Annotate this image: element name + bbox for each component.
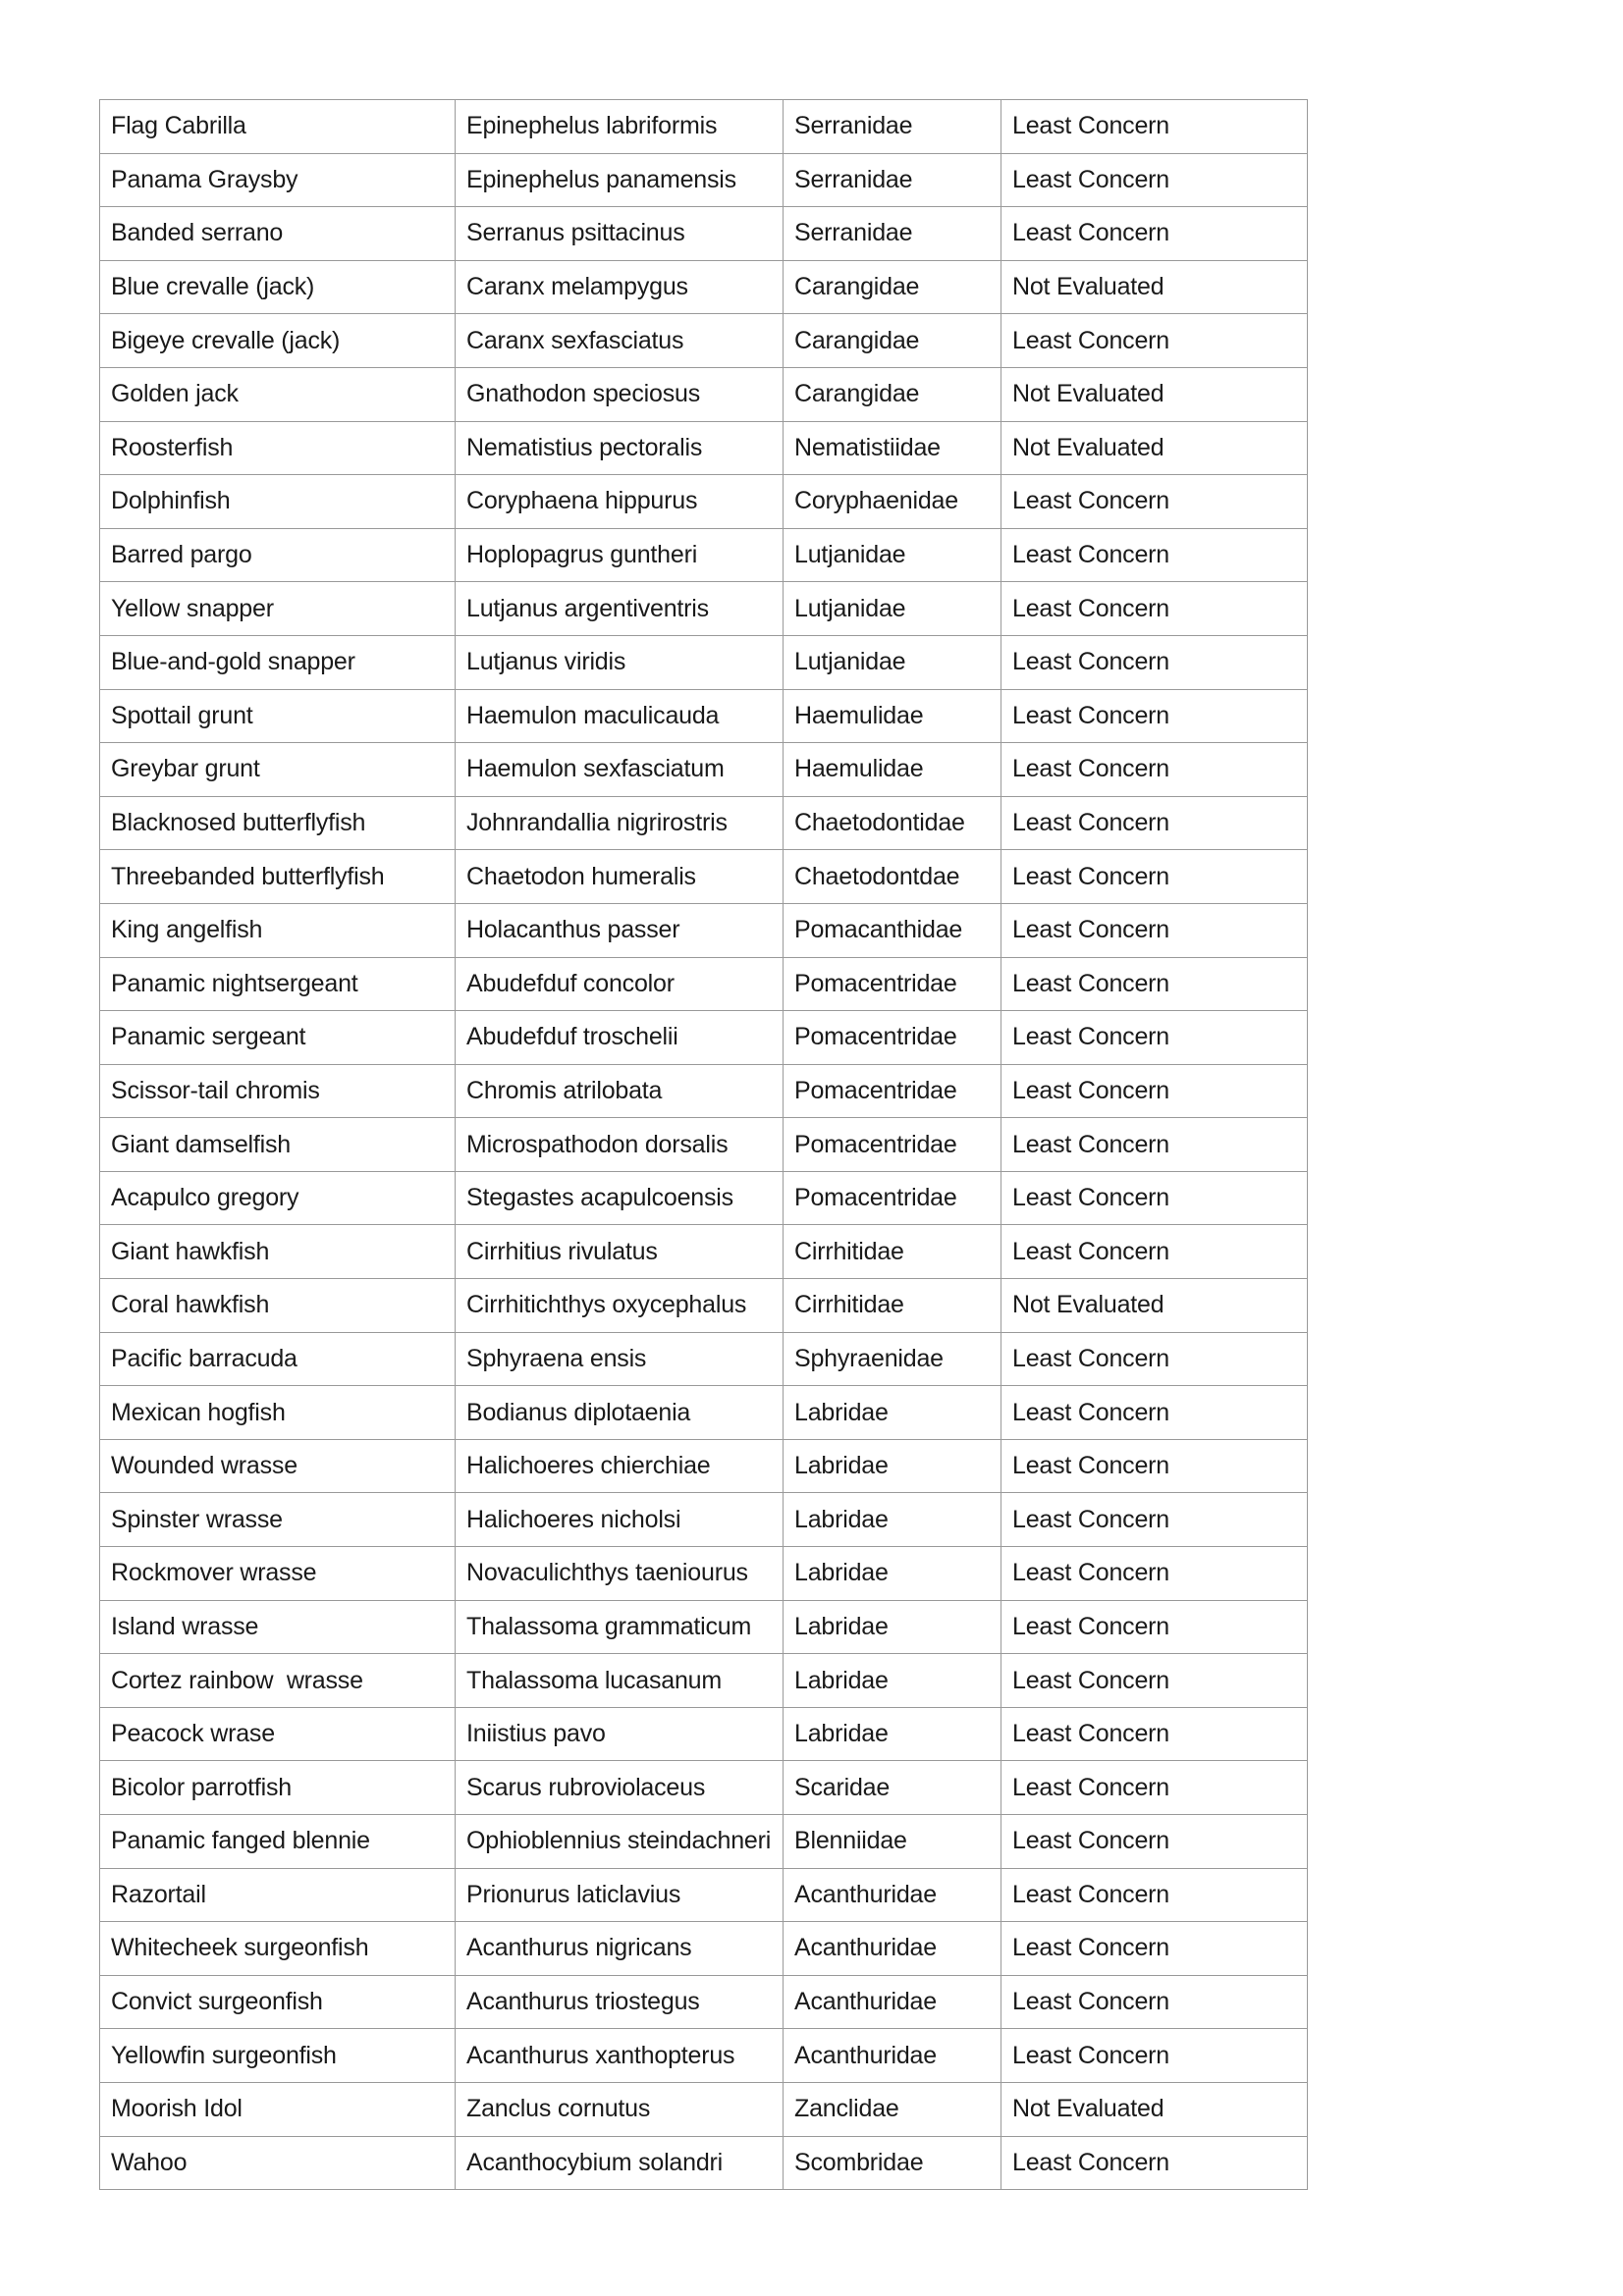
conservation-status-cell: Least Concern bbox=[1001, 1011, 1308, 1065]
scientific-name-cell: Iniistius pavo bbox=[456, 1707, 784, 1761]
common-name-cell: Coral hawkfish bbox=[100, 1279, 456, 1333]
conservation-status-cell: Least Concern bbox=[1001, 1332, 1308, 1386]
family-cell: Cirrhitidae bbox=[784, 1225, 1001, 1279]
conservation-status-cell: Least Concern bbox=[1001, 1654, 1308, 1708]
scientific-name-cell: Novaculichthys taeniourus bbox=[456, 1547, 784, 1601]
family-cell: Blenniidae bbox=[784, 1815, 1001, 1869]
scientific-name-cell: Acanthurus nigricans bbox=[456, 1922, 784, 1976]
scientific-name-cell: Caranx melampygus bbox=[456, 260, 784, 314]
family-cell: Acanthuridae bbox=[784, 1922, 1001, 1976]
common-name-cell: Panama Graysby bbox=[100, 153, 456, 207]
family-cell: Lutjanidae bbox=[784, 528, 1001, 582]
common-name-cell: Pacific barracuda bbox=[100, 1332, 456, 1386]
common-name-cell: Blue crevalle (jack) bbox=[100, 260, 456, 314]
scientific-name-cell: Acanthocybium solandri bbox=[456, 2136, 784, 2190]
table-row bbox=[100, 260, 1308, 314]
conservation-status-cell: Least Concern bbox=[1001, 1922, 1308, 1976]
scientific-name-cell: Lutjanus argentiventris bbox=[456, 582, 784, 636]
conservation-status-cell: Least Concern bbox=[1001, 1439, 1308, 1493]
common-name-cell: King angelfish bbox=[100, 903, 456, 957]
table-row bbox=[100, 1600, 1308, 1654]
conservation-status-cell: Least Concern bbox=[1001, 1171, 1308, 1225]
conservation-status-cell: Least Concern bbox=[1001, 957, 1308, 1011]
conservation-status-cell: Least Concern bbox=[1001, 528, 1308, 582]
common-name-cell: Threebanded butterflyfish bbox=[100, 850, 456, 904]
family-cell: Serranidae bbox=[784, 207, 1001, 261]
scientific-name-cell: Chromis atrilobata bbox=[456, 1064, 784, 1118]
conservation-status-cell: Not Evaluated bbox=[1001, 1279, 1308, 1333]
common-name-cell: Bicolor parrotfish bbox=[100, 1761, 456, 1815]
common-name-cell: Panamic fanged blennie bbox=[100, 1815, 456, 1869]
family-cell: Labridae bbox=[784, 1386, 1001, 1440]
common-name-cell: Roosterfish bbox=[100, 421, 456, 475]
table-row bbox=[100, 100, 1308, 154]
table-row bbox=[100, 2082, 1308, 2136]
family-cell: Labridae bbox=[784, 1439, 1001, 1493]
conservation-status-cell: Least Concern bbox=[1001, 207, 1308, 261]
conservation-status-cell: Least Concern bbox=[1001, 743, 1308, 797]
scientific-name-cell: Caranx sexfasciatus bbox=[456, 314, 784, 368]
scientific-name-cell: Acanthurus xanthopterus bbox=[456, 2029, 784, 2083]
conservation-status-cell: Not Evaluated bbox=[1001, 2082, 1308, 2136]
common-name-cell: Flag Cabrilla bbox=[100, 100, 456, 154]
family-cell: Lutjanidae bbox=[784, 635, 1001, 689]
conservation-status-cell: Least Concern bbox=[1001, 903, 1308, 957]
common-name-cell: Whitecheek surgeonfish bbox=[100, 1922, 456, 1976]
scientific-name-cell: Hoplopagrus guntheri bbox=[456, 528, 784, 582]
table-row bbox=[100, 1493, 1308, 1547]
common-name-cell: Peacock wrase bbox=[100, 1707, 456, 1761]
family-cell: Carangidae bbox=[784, 367, 1001, 421]
family-cell: Acanthuridae bbox=[784, 1868, 1001, 1922]
family-cell: Carangidae bbox=[784, 260, 1001, 314]
common-name-cell: Dolphinfish bbox=[100, 475, 456, 529]
conservation-status-cell: Not Evaluated bbox=[1001, 260, 1308, 314]
family-cell: Chaetodontdae bbox=[784, 850, 1001, 904]
scientific-name-cell: Haemulon maculicauda bbox=[456, 689, 784, 743]
common-name-cell: Barred pargo bbox=[100, 528, 456, 582]
family-cell: Labridae bbox=[784, 1707, 1001, 1761]
scientific-name-cell: Haemulon sexfasciatum bbox=[456, 743, 784, 797]
scientific-name-cell: Halichoeres chierchiae bbox=[456, 1439, 784, 1493]
family-cell: Pomacentridae bbox=[784, 957, 1001, 1011]
conservation-status-cell: Least Concern bbox=[1001, 1707, 1308, 1761]
family-cell: Haemulidae bbox=[784, 743, 1001, 797]
conservation-status-cell: Least Concern bbox=[1001, 1225, 1308, 1279]
family-cell: Acanthuridae bbox=[784, 2029, 1001, 2083]
scientific-name-cell: Thalassoma lucasanum bbox=[456, 1654, 784, 1708]
scientific-name-cell: Stegastes acapulcoensis bbox=[456, 1171, 784, 1225]
scientific-name-cell: Abudefduf concolor bbox=[456, 957, 784, 1011]
table-row bbox=[100, 635, 1308, 689]
table-row bbox=[100, 1654, 1308, 1708]
scientific-name-cell: Johnrandallia nigrirostris bbox=[456, 796, 784, 850]
scientific-name-cell: Nematistius pectoralis bbox=[456, 421, 784, 475]
table-row bbox=[100, 1707, 1308, 1761]
conservation-status-cell: Least Concern bbox=[1001, 582, 1308, 636]
common-name-cell: Island wrasse bbox=[100, 1600, 456, 1654]
table-row bbox=[100, 689, 1308, 743]
common-name-cell: Wahoo bbox=[100, 2136, 456, 2190]
table-row bbox=[100, 1439, 1308, 1493]
conservation-status-cell: Least Concern bbox=[1001, 1547, 1308, 1601]
scientific-name-cell: Epinephelus panamensis bbox=[456, 153, 784, 207]
scientific-name-cell: Abudefduf troschelii bbox=[456, 1011, 784, 1065]
common-name-cell: Moorish Idol bbox=[100, 2082, 456, 2136]
table-row bbox=[100, 528, 1308, 582]
common-name-cell: Scissor-tail chromis bbox=[100, 1064, 456, 1118]
scientific-name-cell: Cirrhitichthys oxycephalus bbox=[456, 1279, 784, 1333]
conservation-status-cell: Least Concern bbox=[1001, 2136, 1308, 2190]
family-cell: Coryphaenidae bbox=[784, 475, 1001, 529]
family-cell: Labridae bbox=[784, 1493, 1001, 1547]
table-row bbox=[100, 475, 1308, 529]
table-row bbox=[100, 1171, 1308, 1225]
conservation-status-cell: Least Concern bbox=[1001, 796, 1308, 850]
common-name-cell: Yellowfin surgeonfish bbox=[100, 2029, 456, 2083]
conservation-status-cell: Not Evaluated bbox=[1001, 367, 1308, 421]
conservation-status-cell: Least Concern bbox=[1001, 1493, 1308, 1547]
family-cell: Serranidae bbox=[784, 100, 1001, 154]
common-name-cell: Convict surgeonfish bbox=[100, 1975, 456, 2029]
common-name-cell: Razortail bbox=[100, 1868, 456, 1922]
common-name-cell: Rockmover wrasse bbox=[100, 1547, 456, 1601]
family-cell: Labridae bbox=[784, 1547, 1001, 1601]
common-name-cell: Blacknosed butterflyfish bbox=[100, 796, 456, 850]
table-row bbox=[100, 1118, 1308, 1172]
conservation-status-cell: Least Concern bbox=[1001, 635, 1308, 689]
family-cell: Lutjanidae bbox=[784, 582, 1001, 636]
family-cell: Pomacanthidae bbox=[784, 903, 1001, 957]
table-row bbox=[100, 2136, 1308, 2190]
table-row bbox=[100, 1815, 1308, 1869]
species-table-body bbox=[100, 100, 1308, 2190]
common-name-cell: Yellow snapper bbox=[100, 582, 456, 636]
conservation-status-cell: Least Concern bbox=[1001, 850, 1308, 904]
table-row bbox=[100, 207, 1308, 261]
common-name-cell: Giant damselfish bbox=[100, 1118, 456, 1172]
family-cell: Haemulidae bbox=[784, 689, 1001, 743]
scientific-name-cell: Coryphaena hippurus bbox=[456, 475, 784, 529]
family-cell: Cirrhitidae bbox=[784, 1279, 1001, 1333]
conservation-status-cell: Least Concern bbox=[1001, 1118, 1308, 1172]
table-row bbox=[100, 1011, 1308, 1065]
common-name-cell: Giant hawkfish bbox=[100, 1225, 456, 1279]
conservation-status-cell: Least Concern bbox=[1001, 1386, 1308, 1440]
conservation-status-cell: Least Concern bbox=[1001, 153, 1308, 207]
scientific-name-cell: Zanclus cornutus bbox=[456, 2082, 784, 2136]
family-cell: Sphyraenidae bbox=[784, 1332, 1001, 1386]
conservation-status-cell: Least Concern bbox=[1001, 100, 1308, 154]
scientific-name-cell: Microspathodon dorsalis bbox=[456, 1118, 784, 1172]
scientific-name-cell: Ophioblennius steindachneri bbox=[456, 1815, 784, 1869]
conservation-status-cell: Least Concern bbox=[1001, 689, 1308, 743]
conservation-status-cell: Least Concern bbox=[1001, 1600, 1308, 1654]
common-name-cell: Banded serrano bbox=[100, 207, 456, 261]
table-row bbox=[100, 796, 1308, 850]
common-name-cell: Mexican hogfish bbox=[100, 1386, 456, 1440]
scientific-name-cell: Cirrhitius rivulatus bbox=[456, 1225, 784, 1279]
conservation-status-cell: Least Concern bbox=[1001, 1975, 1308, 2029]
common-name-cell: Golden jack bbox=[100, 367, 456, 421]
table-row bbox=[100, 957, 1308, 1011]
table-row bbox=[100, 153, 1308, 207]
common-name-cell: Panamic sergeant bbox=[100, 1011, 456, 1065]
table-row bbox=[100, 850, 1308, 904]
family-cell: Pomacentridae bbox=[784, 1118, 1001, 1172]
scientific-name-cell: Serranus psittacinus bbox=[456, 207, 784, 261]
table-row bbox=[100, 421, 1308, 475]
common-name-cell: Spinster wrasse bbox=[100, 1493, 456, 1547]
family-cell: Labridae bbox=[784, 1654, 1001, 1708]
family-cell: Pomacentridae bbox=[784, 1064, 1001, 1118]
scientific-name-cell: Bodianus diplotaenia bbox=[456, 1386, 784, 1440]
scientific-name-cell: Chaetodon humeralis bbox=[456, 850, 784, 904]
scientific-name-cell: Gnathodon speciosus bbox=[456, 367, 784, 421]
family-cell: Pomacentridae bbox=[784, 1011, 1001, 1065]
table-row bbox=[100, 1547, 1308, 1601]
table-row bbox=[100, 1332, 1308, 1386]
table-row bbox=[100, 1975, 1308, 2029]
table-row bbox=[100, 1225, 1308, 1279]
conservation-status-cell: Least Concern bbox=[1001, 1064, 1308, 1118]
conservation-status-cell: Least Concern bbox=[1001, 1868, 1308, 1922]
table-row bbox=[100, 314, 1308, 368]
scientific-name-cell: Thalassoma grammaticum bbox=[456, 1600, 784, 1654]
family-cell: Scaridae bbox=[784, 1761, 1001, 1815]
scientific-name-cell: Scarus rubroviolaceus bbox=[456, 1761, 784, 1815]
table-row bbox=[100, 582, 1308, 636]
scientific-name-cell: Acanthurus triostegus bbox=[456, 1975, 784, 2029]
table-row bbox=[100, 1386, 1308, 1440]
table-row bbox=[100, 903, 1308, 957]
conservation-status-cell: Least Concern bbox=[1001, 2029, 1308, 2083]
scientific-name-cell: Halichoeres nicholsi bbox=[456, 1493, 784, 1547]
table-row bbox=[100, 743, 1308, 797]
common-name-cell: Wounded wrasse bbox=[100, 1439, 456, 1493]
species-table bbox=[99, 99, 1308, 2190]
scientific-name-cell: Sphyraena ensis bbox=[456, 1332, 784, 1386]
scientific-name-cell: Prionurus laticlavius bbox=[456, 1868, 784, 1922]
table-row bbox=[100, 1761, 1308, 1815]
common-name-cell: Cortez rainbow wrasse bbox=[100, 1654, 456, 1708]
family-cell: Scombridae bbox=[784, 2136, 1001, 2190]
family-cell: Labridae bbox=[784, 1600, 1001, 1654]
common-name-cell: Blue-and-gold snapper bbox=[100, 635, 456, 689]
table-row bbox=[100, 1922, 1308, 1976]
conservation-status-cell: Not Evaluated bbox=[1001, 421, 1308, 475]
family-cell: Zanclidae bbox=[784, 2082, 1001, 2136]
table-row bbox=[100, 1064, 1308, 1118]
common-name-cell: Acapulco gregory bbox=[100, 1171, 456, 1225]
conservation-status-cell: Least Concern bbox=[1001, 1761, 1308, 1815]
conservation-status-cell: Least Concern bbox=[1001, 475, 1308, 529]
family-cell: Carangidae bbox=[784, 314, 1001, 368]
common-name-cell: Bigeye crevalle (jack) bbox=[100, 314, 456, 368]
scientific-name-cell: Holacanthus passer bbox=[456, 903, 784, 957]
family-cell: Serranidae bbox=[784, 153, 1001, 207]
common-name-cell: Panamic nightsergeant bbox=[100, 957, 456, 1011]
table-row bbox=[100, 1868, 1308, 1922]
table-row bbox=[100, 367, 1308, 421]
scientific-name-cell: Epinephelus labriformis bbox=[456, 100, 784, 154]
conservation-status-cell: Least Concern bbox=[1001, 1815, 1308, 1869]
common-name-cell: Spottail grunt bbox=[100, 689, 456, 743]
family-cell: Nematistiidae bbox=[784, 421, 1001, 475]
conservation-status-cell: Least Concern bbox=[1001, 314, 1308, 368]
family-cell: Pomacentridae bbox=[784, 1171, 1001, 1225]
family-cell: Chaetodontidae bbox=[784, 796, 1001, 850]
scientific-name-cell: Lutjanus viridis bbox=[456, 635, 784, 689]
table-row bbox=[100, 1279, 1308, 1333]
family-cell: Acanthuridae bbox=[784, 1975, 1001, 2029]
common-name-cell: Greybar grunt bbox=[100, 743, 456, 797]
table-row bbox=[100, 2029, 1308, 2083]
